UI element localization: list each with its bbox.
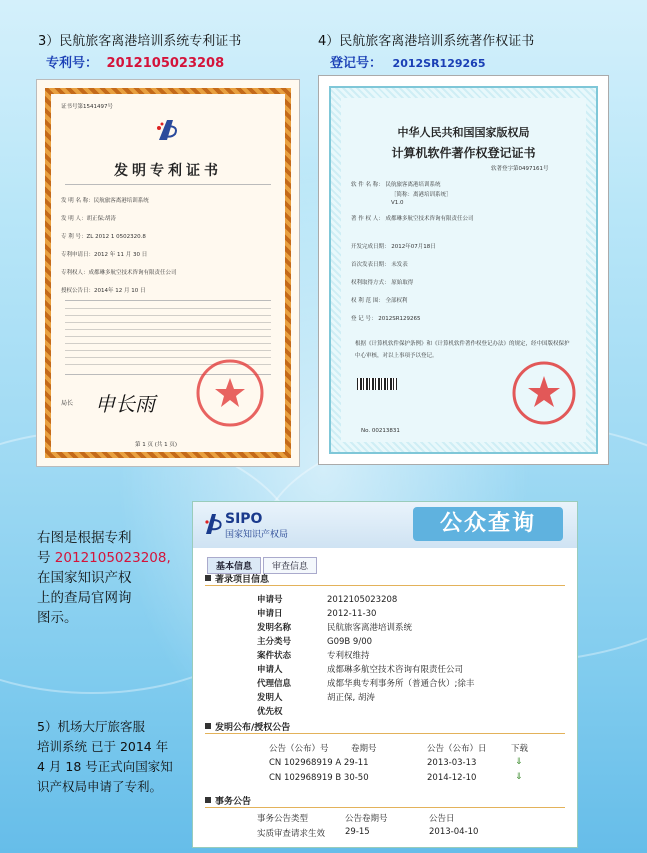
affairs-header: 公告卷期号: [345, 814, 388, 824]
sipo-emblem-icon: [153, 116, 183, 146]
patent-page-footer: 第 1 页 (共 1 页): [135, 442, 178, 448]
copyright-row: 权 利 范 围： 全部权利: [351, 298, 408, 304]
copyright-row: ［简称：离港培训系统］: [391, 192, 452, 198]
copyright-statement: 根据《计算机软件保护条例》和《计算机软件著作权登记办法》的规定，经中国版权保护中心审核，对以上事项予以登记。: [355, 341, 570, 359]
explanation-line: 上的查局官网询: [37, 590, 132, 606]
affairs-header: 公告日: [429, 814, 455, 824]
copyright-title-1: 中华人民共和国国家版权局: [397, 126, 530, 139]
application-line: 4 月 18 号正式向国家知: [37, 759, 173, 774]
affairs-header: 事务公告类型: [257, 814, 309, 824]
explanation-line: 图示。: [37, 610, 78, 626]
field-row: 优先权: [257, 707, 283, 717]
copyright-row: 登 记 号： 2012SR129265: [351, 316, 421, 322]
sipo-query-screenshot: [193, 502, 577, 847]
pub-date: 2013-03-13: [427, 758, 477, 768]
copyright-number-line: [330, 52, 485, 71]
divider: [65, 300, 271, 301]
director-label: 局长: [61, 400, 74, 407]
sipo-logo-subtitle: 国家知识产权局: [225, 530, 289, 540]
patent-title: 发明专利证书: [114, 163, 222, 179]
patent-certificate-body: [55, 98, 281, 448]
sipo-header: [193, 502, 577, 548]
pub-header: 公告（公布）日: [427, 744, 487, 754]
pub-header: 卷期号: [351, 744, 377, 754]
field-row: 发明名称 民航旅客离港培训系统: [257, 623, 413, 633]
field-row: 申请人 成都琳多航空技术咨询有限责任公司: [257, 665, 464, 675]
patent-number-line: [46, 52, 224, 71]
pub-row: CN 102968919 B 30-50: [269, 773, 369, 783]
copyright-row: 权利取得方式： 原始取得: [351, 280, 414, 286]
copyright-row: 著 作 权 人： 成都琳多航空技术咨询有限责任公司: [351, 216, 474, 222]
copyright-row: V1.0: [391, 200, 404, 206]
tab-examination-info[interactable]: 审查信息: [263, 557, 317, 574]
sipo-logo-text: SIPO: [225, 511, 263, 527]
application-line: 5）机场大厅旅客服: [37, 719, 145, 734]
field-row: 主分类号 G09B 9/00: [257, 637, 373, 647]
copyright-certificate-image: [319, 76, 608, 464]
section-affairs: 事务公告: [205, 794, 565, 808]
patent-row: 专利权人：成都琳多航空技术咨询有限责任公司: [61, 270, 177, 276]
copyright-row: 软 件 名 称： 民航旅客离港培训系统: [351, 182, 441, 188]
copyright-cert-no: 软著登字第0497161号: [491, 166, 549, 172]
copyright-number-value: 2012SR129265: [392, 57, 486, 70]
copyright-certificate-body: [341, 98, 586, 442]
patent-row: 发 明 人：胡正保;胡涛: [61, 216, 116, 222]
pub-header: 下载: [511, 744, 529, 754]
field-row: 发明人 胡正保, 胡涛: [257, 693, 375, 703]
official-seal-icon: [195, 358, 265, 428]
download-icon[interactable]: ⇓: [515, 772, 523, 782]
section-bibliographic: 著录项目信息: [205, 572, 565, 586]
pub-date: 2014-12-10: [427, 773, 477, 783]
pub-header: 公告（公布）号: [269, 744, 329, 754]
sipo-tabs: [207, 554, 319, 572]
divider: [65, 184, 271, 185]
director-signature: 申长雨: [95, 392, 155, 416]
sipo-logo-icon: [203, 512, 225, 536]
explanation-line: 在国家知识产权: [37, 570, 132, 586]
patent-number-label: 专利号：: [46, 56, 99, 71]
official-seal-icon: [511, 360, 577, 426]
application-line: 培训系统 已于 2014 年: [37, 739, 169, 754]
affairs-vol: 29-15: [345, 827, 370, 837]
patent-cert-no: 证书号第1541497号: [61, 104, 113, 110]
application-text: [37, 717, 173, 797]
barcode: [357, 378, 397, 390]
affairs-date: 2013-04-10: [429, 827, 479, 837]
copyright-title-2: 计算机软件著作权登记证书: [391, 146, 536, 160]
tab-basic-info[interactable]: 基本信息: [207, 557, 261, 574]
patent-number-value: 2012105023208: [106, 56, 225, 71]
patent-row: 授权公告日：2014年 12 月 10 日: [61, 288, 146, 294]
field-row: 案件状态 专利权维持: [257, 651, 370, 661]
patent-row: 专 利 号：ZL 2012 1 0502320.8: [61, 234, 146, 240]
section-publication: 发明公布/授权公告: [205, 720, 565, 734]
download-icon[interactable]: ⇓: [515, 757, 523, 767]
pub-row: CN 102968919 A 29-11: [269, 758, 369, 768]
public-query-banner: 公众查询: [413, 507, 563, 541]
explanation-line: 右图是根据专利: [37, 530, 132, 546]
field-row: 申请日 2012-11-30: [257, 609, 377, 619]
affairs-row: 实质审查请求生效: [257, 829, 326, 839]
patent-caption: 3）民航旅客离港培训系统专利证书: [38, 34, 242, 49]
copyright-number-label: 登记号：: [330, 56, 383, 71]
explanation-text: [37, 528, 171, 628]
copyright-row: 开发完成日期： 2012年07月18日: [351, 244, 436, 250]
patent-certificate-image: [37, 80, 299, 466]
patent-row: 专利申请日：2012 年 11 月 30 日: [61, 252, 148, 258]
copyright-caption: 4）民航旅客离港培训系统著作权证书: [318, 34, 535, 49]
patent-row: 发 明 名 称：民航旅客离港培训系统: [61, 198, 149, 204]
application-line: 识产权局申请了专利。: [37, 779, 163, 794]
field-row: 代理信息 成都华典专利事务所（普通合伙）;徐丰: [257, 679, 475, 689]
field-row: 申请号 2012105023208: [257, 595, 398, 605]
copyright-serial: No. 00213831: [361, 428, 400, 434]
copyright-row: 首次发表日期： 未发表: [351, 262, 408, 268]
explanation-line: 号 2012105023208,: [37, 550, 171, 566]
